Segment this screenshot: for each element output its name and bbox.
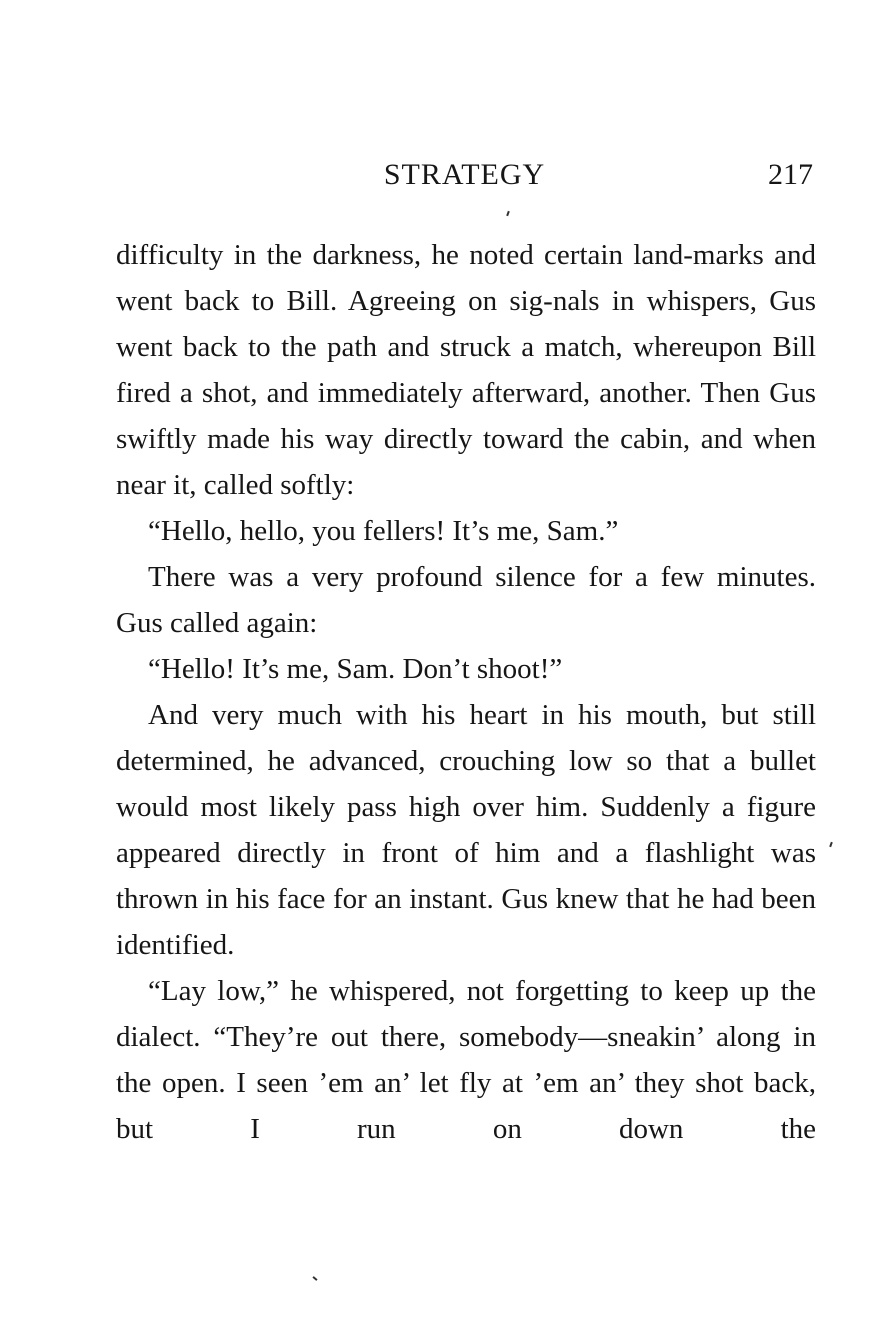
paragraph-4: “Hello! It’s me, Sam. Don’t shoot!” bbox=[148, 653, 563, 685]
page-number: 217 bbox=[768, 158, 813, 191]
paragraph-2: “Hello, hello, you fellers! It’s me, Sam.” bbox=[148, 515, 619, 547]
paragraph-5: And very much with his heart in his mouth, but still determined, he advanced, crouching low so that a bullet would most likely pass high over him. Suddenly a figure appeared directly in front of him and a flashlight was thrown in his face for an instant. Gus knew that he had been identified. bbox=[116, 699, 816, 961]
paragraph-1: difficulty in the darkness, he noted certain land-marks and went back to Bill. Agreeing on sig-nals in whispers, Gus went back to the path and struck a match, whereupon Bill fired a shot, and immediately afterward, another. Then Gus swiftly made his way directly toward the cabin, and when near it, called softly: bbox=[116, 239, 816, 501]
ink-speck bbox=[829, 842, 833, 847]
ink-speck bbox=[312, 1276, 317, 1281]
paragraph-3: There was a very profound silence for a few minutes. Gus called again: bbox=[116, 561, 816, 639]
ink-speck bbox=[506, 211, 510, 216]
paragraph-6: “Lay low,” he whispered, not forgetting to keep up the dialect. “They’re out there, somebody—sneakin’ along in the open. I seen ’em an’ let fly at ’em an’ they shot back, but I run on down the bbox=[116, 975, 816, 1145]
chapter-title: STRATEGY bbox=[383, 158, 546, 191]
running-head bbox=[116, 158, 813, 198]
body-text bbox=[116, 232, 816, 1152]
